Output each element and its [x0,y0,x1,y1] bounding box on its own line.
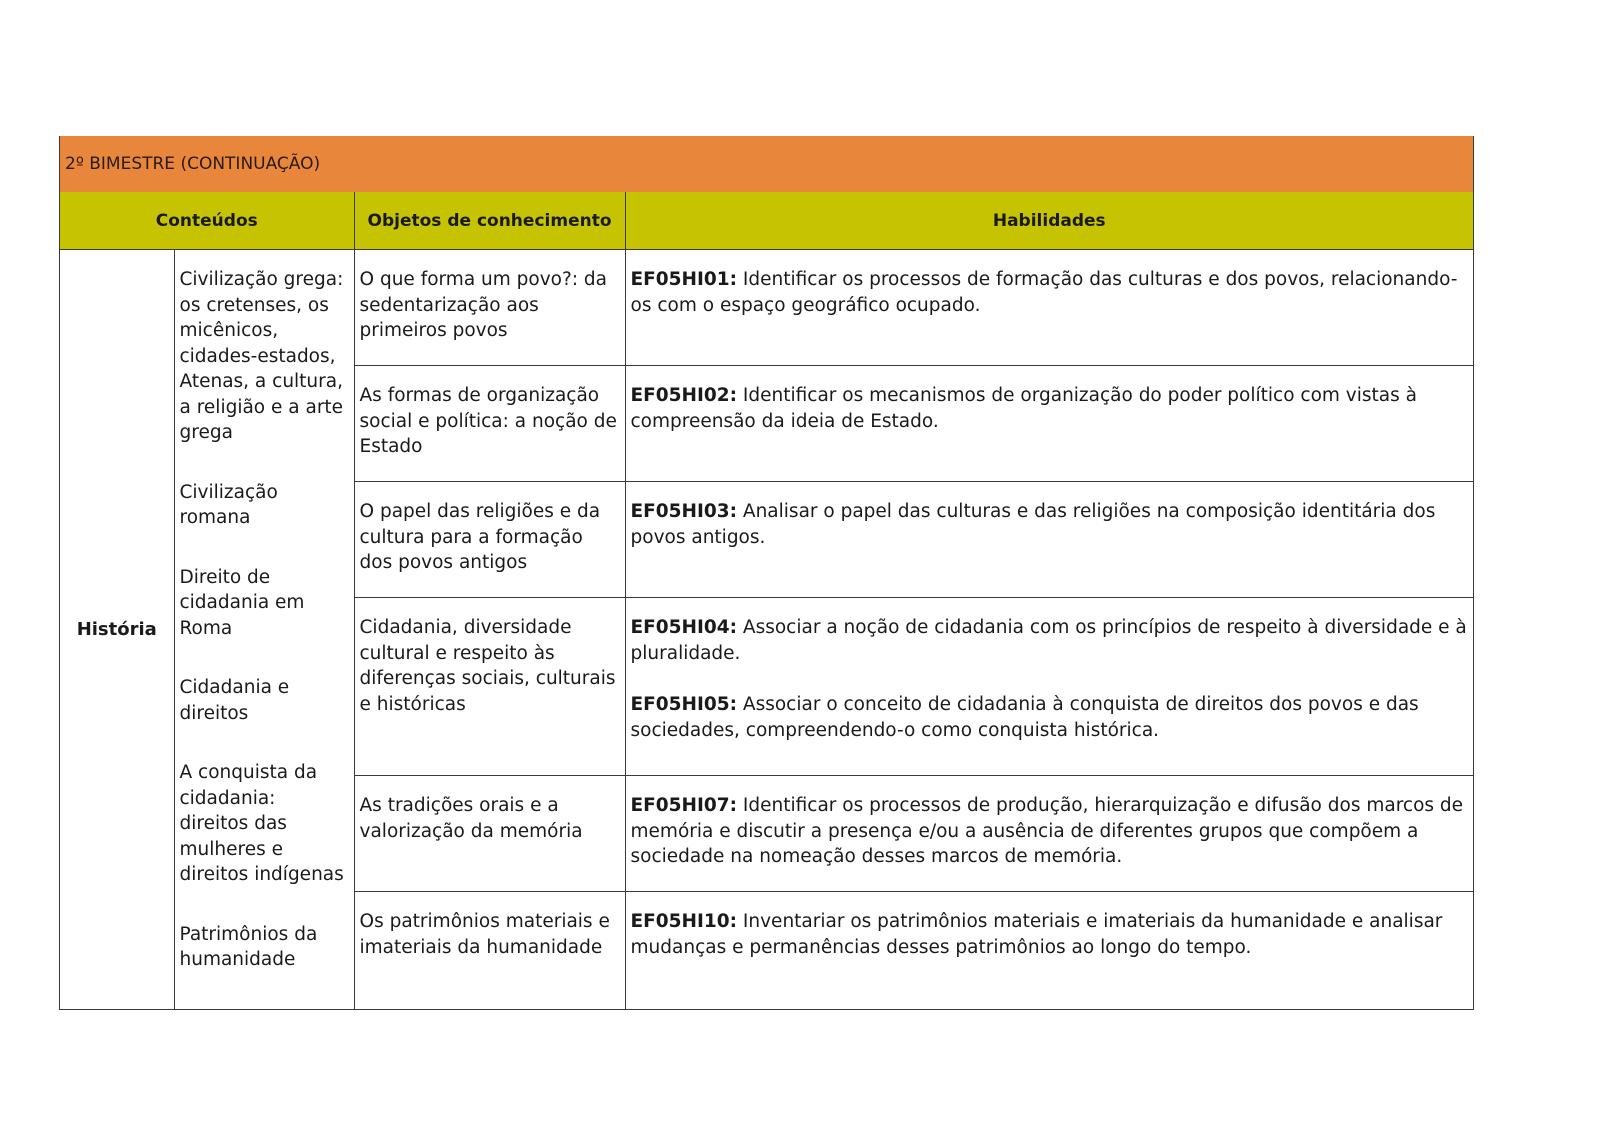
content-item: Civilização romana [179,481,278,528]
skill-item [631,383,1469,434]
skill-code: EF05HI07: [630,795,738,816]
skill-code: EF05HI04: [630,617,738,638]
content-item: Direito de cidadania em Roma [179,566,305,639]
skill-item [631,692,1469,743]
content-item: A conquista da cidadania: direitos das mulheres e direitos indígenas [179,762,344,885]
skill-code: EF05HI03: [630,501,738,522]
contents-cell [174,250,354,1010]
table-row [60,250,1473,366]
habilidade-cell [625,598,1473,776]
content-item: Patrimônios da humanidade [179,923,318,970]
skill-code: EF05HI02: [630,385,738,406]
skill-text: Identificar os processos de produção, hierarquização e difusão dos marcos de memória e discutir a presença e/ou a ausência de diferentes grupos que compõem a sociedade na nomeação desses marcos de memória. [630,795,1464,867]
header-habilidades: Habilidades [625,192,1473,250]
skill-text: Associar o conceito de cidadania à conquista de direitos dos povos e das sociedades, compreendendo-o como conquista histórica. [630,694,1419,741]
skill-item [631,793,1469,870]
objeto-cell: Cidadania, diversidade cultural e respeito às diferenças sociais, culturais e históricas [354,598,625,776]
habilidade-cell [625,366,1473,482]
content-item: Cidadania e direitos [179,677,290,724]
habilidade-cell [625,482,1473,598]
objeto-cell: As formas de organização social e política: a noção de Estado [354,366,625,482]
skill-item [631,615,1469,666]
skill-item [631,909,1469,960]
skill-text: Identificar os processos de formação das culturas e dos povos, relacionando-os com o espaço geográfico ocupado. [630,269,1458,316]
curriculum-sheet [59,136,1474,1010]
skill-text: Identificar os mecanismos de organização do poder político com vistas à compreensão da ideia de Estado. [630,385,1417,432]
skill-text: Inventariar os patrimônios materiais e imateriais da humanidade e analisar mudanças e permanências desses patrimônios ao longo do tempo. [630,911,1443,958]
objeto-cell: O que forma um povo?: da sedentarização aos primeiros povos [354,250,625,366]
skill-code: EF05HI01: [630,269,738,290]
objeto-cell: As tradições orais e a valorização da memória [354,776,625,892]
header-row [60,192,1473,250]
section-banner: 2º BIMESTRE (CONTINUAÇÃO) [60,136,1473,192]
skill-text: Associar a noção de cidadania com os princípios de respeito à diversidade e à pluralidade. [630,617,1467,664]
habilidade-cell [625,250,1473,366]
skill-code: EF05HI05: [630,694,738,715]
habilidade-cell [625,776,1473,892]
curriculum-table [60,192,1473,1009]
header-objetos: Objetos de conhecimento [354,192,625,250]
skill-item [631,267,1469,318]
skill-code: EF05HI10: [630,911,738,932]
objeto-cell: Os patrimônios materiais e imateriais da humanidade [354,892,625,1010]
skill-text: Analisar o papel das culturas e das religiões na composição identitária dos povos antigos. [630,501,1436,548]
header-conteudos: Conteúdos [60,192,354,250]
content-item: Civilização grega: os cretenses, os micênicos, cidades-estados, Atenas, a cultura, a religião e a arte grega [179,269,344,443]
objeto-cell: O papel das religiões e da cultura para a formação dos povos antigos [354,482,625,598]
skill-item [631,499,1469,550]
habilidade-cell [625,892,1473,1010]
subject-cell: História [60,250,174,1010]
